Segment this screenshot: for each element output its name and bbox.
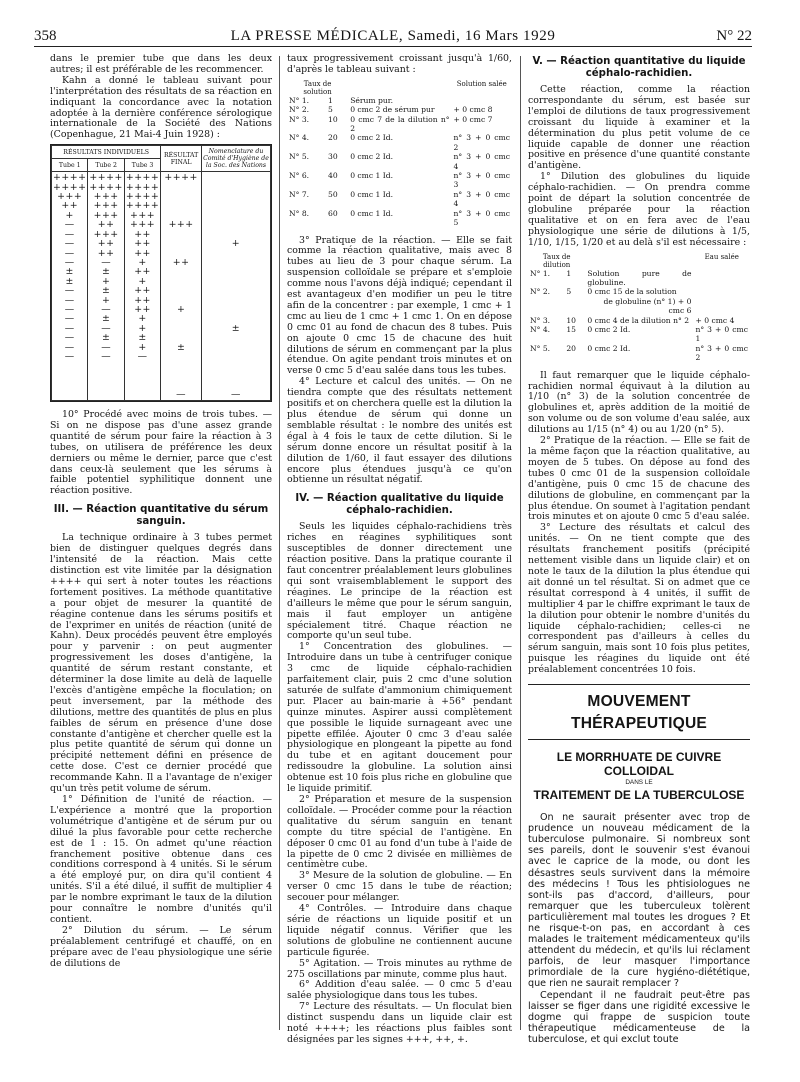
- section-heading: III. — Réaction quantitative du sérum sanguin.: [53, 504, 269, 528]
- cell: 0 cmc 7 de la dilution n° 2: [350, 114, 450, 134]
- section-title: MOUVEMENT THÉRAPEUTIQUE: [570, 693, 708, 733]
- cell: 50: [327, 189, 338, 199]
- column-divider: [520, 56, 521, 1030]
- cell: N° 5.: [289, 152, 310, 162]
- cell: N° 6.: [289, 171, 310, 181]
- table-row: [528, 269, 750, 288]
- tube-3-results: ++++ ++++ ++++ ++++ +++ +++ ++ ++ ++ + ++ + ++ ++ ++ + + ± + —: [124, 172, 160, 401]
- section-heading: IV. — Réaction qualitative du liquide céphalo-rachidien.: [295, 493, 504, 517]
- cell: N° 8.: [289, 208, 310, 218]
- kahn-results-table: [50, 144, 272, 402]
- cell: N° 3.: [530, 315, 551, 325]
- cell: 0 cmc 2 Id.: [587, 343, 631, 353]
- cell: + 0 cmc 8: [453, 105, 493, 115]
- cell: 20: [566, 343, 576, 353]
- th-individual: RÉSULTATS INDIVIDUELS: [52, 146, 161, 159]
- cell: 0 cmc 15 de la solution: [587, 287, 677, 297]
- cell: [693, 269, 750, 288]
- paragraph: 2° Dilution du sérum. — Le sérum préalablement centrifugé et chauffé, on en prépare avec de l'eau physiologique une série de dilutions de: [50, 924, 272, 969]
- article-title-line-1: LE MORRHUATE DE CUIVRE COLLOIDAL: [556, 750, 722, 779]
- th-tube-3: Tube 3: [124, 159, 160, 172]
- table-row: [528, 297, 750, 316]
- paragraph: 3° Mesure de la solution de globuline. — En verser 0 cmc 15 dans le tube de réaction; secouer pour mélanger.: [287, 870, 512, 904]
- column-3: [528, 54, 750, 1045]
- section-rule: [528, 739, 750, 740]
- th-tube-1: Tube 1: [52, 159, 88, 172]
- table-row: [528, 325, 750, 344]
- tube-1-results: ++++ ++++ +++ ++ + — — — — — ± ± — — — — — — — —: [52, 172, 88, 401]
- cell: 5: [327, 105, 333, 115]
- cell: [528, 297, 564, 316]
- section-rule: [528, 684, 750, 685]
- cell: n° 3 + 0 cmc 4: [453, 152, 510, 171]
- cell: N° 2.: [289, 105, 310, 115]
- cell: n° 3 + 0 cmc 4: [453, 189, 510, 209]
- article-title-line-3: TRAITEMENT DE LA TUBERCULOSE: [533, 788, 745, 803]
- issue-number: N° 22: [716, 28, 752, 44]
- paragraph: Cette réaction, comme la réaction correspondante du sérum, est basée sur l'emploi de dilutions de taux progressivement croissant du liquide à examiner et la détermination du plus petit volume de ce liquide capable de donner une réaction positive en présence d'une quantité constante d'antigène.: [528, 84, 750, 172]
- final-results: ++++ +++ ++ + ± —: [161, 172, 202, 401]
- paragraph: dans le premier tube que dans les deux autres; il est préférable de les recommencer.: [50, 53, 272, 75]
- column-2: [287, 54, 512, 1046]
- paragraph: 1° Définition de l'unité de réaction. — L'expérience a montré que la proportion volumétrique d'antigène et de sérum pur ou dilué la plus favorable pour cette recherche est de 1 : 15. On admet qu'une réaction franchement positive obtenue dans ces conditions correspond à 4 unités. Si le sérum a été employé pur, on dira qu'il contient 4 unités. S'il a été dilué, il suffit de multiplier 4 par le nombre exprimant le taux de la dilution pour connaître le nombre d'unités qu'il contient.: [50, 794, 272, 925]
- article-body: [528, 812, 750, 1045]
- cell: + 0 cmc 7: [453, 114, 493, 124]
- paragraph: 10° Procédé avec moins de trois tubes. — Si on ne dispose pas d'une assez grande quantité de sérum pour faire la réaction à 3 tubes, on utilisera de préférence les deux derniers ou même le dernier, parce que c'est dans ceux-là seulement que les sérums à faible potentiel syphilitique donnent une réaction positive.: [50, 409, 272, 497]
- column-1: [50, 54, 272, 970]
- paragraph: 1° Concentration des globulines. — Introduire dans un tube à centrifuger conique 3 cmc de liquide céphalo-rachidien parfaitement clair, puis 2 cmc d'une solution saturée de sulfate d'ammonium chimiquement pur. Placer au bain-marie à +56° pendant quinze minutes. Aspirer aussi complètement que possible le liquide surnageant avec une pipette effilée. Ajouter 0 cmc 3 d'eau salée physiologique en plongeant la pipette au fond du tube et en agitant doucement pour redissoudre la globuline. La solution ainsi obtenue est 10 fois plus riche en globuline que le liquide primitif.: [287, 641, 512, 795]
- table-row: [528, 287, 750, 296]
- table-row: [287, 96, 512, 105]
- th-taux: Taux de dilution: [542, 252, 571, 269]
- cell: + 0 cmc 4: [695, 315, 735, 325]
- cell: de globuline (n° 1) + 0 cmc 6: [603, 296, 692, 316]
- cell: N° 4.: [530, 325, 551, 335]
- paragraph: 5° Agitation. — Trois minutes au rythme de 275 oscillations par minute, comme plus haut.: [287, 957, 512, 980]
- table-row: [287, 209, 512, 228]
- cell: 0 cmc 1 Id.: [350, 189, 394, 199]
- cell: n° 3 + 0 cmc 5: [453, 208, 510, 228]
- table-row: [287, 190, 512, 209]
- tube-2-results: ++++ ++++ +++ +++ +++ ++ +++ ++ ++ — ± + ± + — ± — ± — —: [88, 172, 124, 401]
- cell: 5: [566, 287, 572, 297]
- paragraph: Seuls les liquides céphalo-rachidiens très riches en réagines syphilitiques sont susceptibles de donner directement une réaction positive. Dans la pratique courante il faut concentrer préalablement leurs globulines qui sont vraisemblablement le support des réagines. Le principe de la réaction est d'ailleurs le même que pour le sérum sanguin, mais il faut employer un antigène spécialement titré. Chaque réaction ne comporte qu'un seul tube.: [287, 521, 512, 642]
- paragraph: 3° Lecture des résultats et calcul des unités. — On ne tient compte que des résultats franchement positifs (précipité nettement visible dans un liquide clair) et on note le taux de la dilution la plus étendue qui ait donné un tel résultat. Si on admet que ce résultat correspond à 4 unités, il suffit de multiplier 4 par le chiffre exprimant le taux de la dilution pour obtenir le nombre d'unités du liquide céphalo-rachidien; celles-ci ne correspondent pas d'ailleurs à celles du sérum sanguin, mais sont 10 fois plus petites, puisque les réagines du liquide ont été préalablement concentrées 10 fois.: [528, 522, 750, 676]
- cell: 0 cmc 2 de sérum pur: [350, 105, 435, 115]
- table-row: [287, 115, 512, 134]
- cell: [452, 96, 512, 105]
- cell: Solution pure de globuline.: [587, 268, 692, 287]
- article-title-line-2: DANS LE: [625, 779, 653, 787]
- globulin-dilution-table: [528, 253, 750, 363]
- cell: 20: [327, 133, 338, 143]
- page-header: [34, 26, 752, 47]
- cell: [564, 297, 585, 316]
- cell: N° 3.: [289, 114, 310, 124]
- paragraph: Kahn a donné le tableau suivant pour l'interprétation des résultats de sa réaction en indiquant la concordance avec la notation adoptée à la dernière conférence sérologique internationale de la Société des Nations (Copenhague, 21 Mai-4 Juin 1928) :: [50, 74, 272, 141]
- paragraph: 4° Lecture et calcul des unités. — On ne tiendra compte que des résultats nettement positifs et on cherchera quelle est la dilution la plus étendue de sérum qui donne un semblable résultat : le nombre des unités est égal à 4 fois le taux de cette dilution. Si le sérum donne encore un résultat positif à la dilution de 1/60, il faut essayer des dilutions encore plus étendues jusqu'à ce qu'on obtienne un résultat négatif.: [287, 376, 512, 486]
- section-heading: V. — Réaction quantitative du liquide céphalo-rachidien.: [532, 56, 746, 79]
- paragraph: 2° Préparation et mesure de la suspension colloïdale. — Procéder comme pour la réaction qualitative du sérum sanguin en tenant compte du titre spécial de l'antigène. En déposer 0 cmc 01 au fond d'un tube à l'aide de la pipette de 0 cmc 2 divisée en millièmes de centimètre cube.: [287, 794, 512, 871]
- th-solution: Solution salée: [456, 79, 507, 88]
- th-taux: Taux de solution: [303, 79, 332, 96]
- cell: 1: [327, 95, 333, 105]
- cell: N° 5.: [530, 343, 551, 353]
- cell: N° 4.: [289, 133, 310, 143]
- paragraph: 6° Addition d'eau salée. — 0 cmc 5 d'eau salée physiologique dans tous les tubes.: [287, 979, 512, 1002]
- paragraph: Il faut remarquer que le liquide céphalo-rachidien normal équivaut à la dilution au 1/10 (n° 3) de la solution concentrée de globulines et, après addition de la moitié de son volume ou de son volume d'eau salée, aux dilutions au 1/15 (n° 4) ou au 1/20 (n° 5).: [528, 369, 750, 436]
- serum-dilution-table: [287, 80, 512, 228]
- column-divider: [279, 56, 280, 1030]
- cell: 0 cmc 2 Id.: [350, 152, 394, 162]
- table-row: [528, 344, 750, 363]
- cell: 0 cmc 1 Id.: [350, 208, 394, 218]
- cell: 30: [327, 152, 338, 162]
- th-eau: Eau salée: [704, 252, 739, 261]
- paragraph: 2° Pratique de la réaction. — Elle se fait de la même façon que la réaction qualitative, au moyen de 5 tubes. On dépose au fond des tubes 0 cmc 01 de la suspension colloïdale d'antigène, puis 0 cmc 15 de chacune des dilutions de globuline, en commençant par la plus étendue. On soumet à l'agitation pendant trois minutes et on ajoute 0 cmc 5 d'eau salée.: [528, 435, 750, 523]
- cell: n° 3 + 0 cmc 2: [695, 343, 748, 363]
- table-row: [528, 316, 750, 325]
- cell: [693, 287, 750, 296]
- cell: 15: [566, 325, 576, 335]
- th-final: RÉSULTAT FINAL: [161, 146, 202, 172]
- cell: Sérum pur.: [350, 95, 393, 105]
- paragraph: On ne saurait présenter avec trop de prudence un nouveau médicament de la tuberculose pulmonaire. Si nombreux sont ses pareils, dont le souvenir s'est évanoui avec le caprice de la mode, ou dont les désastres seuls survivent dans la mémoire des médecins ! Tous les phtisiologues ne sont-ils pas d'accord, d'ailleurs, pour remarquer que les tuberculeux tolèrent particulièrement mal toutes les drogues ? Et ne risque-t-on pas, en accordant à ces malades le traitement médicamenteux qu'ils attendent du médecin, et qu'ils lui réclament parfois, de leur masquer l'importance primordiale de la cure hygiéno-diététique, que rien ne saurait remplacer ?: [528, 812, 750, 990]
- paragraph: taux progressivement croissant jusqu'à 1/60, d'après le tableau suivant :: [287, 53, 512, 75]
- paragraph: 1° Dilution des globulines du liquide céphalo-rachidien. — On prendra comme point de départ la solution concentrée de globuline préparée pour la réaction qualitative et on en fera avec de l'eau physiologique une série de dilutions à 1/5, 1/10, 1/15, 1/20 et au delà s'il est nécessaire :: [528, 171, 750, 248]
- cell: 0 cmc 1 Id.: [350, 171, 394, 181]
- cell: N° 1.: [289, 95, 310, 105]
- cell: 0 cmc 2 Id.: [350, 133, 394, 143]
- cell: 10: [566, 315, 576, 325]
- cell: n° 3 + 0 cmc 2: [453, 133, 510, 152]
- cell: N° 2.: [530, 287, 551, 297]
- cell: 0 cmc 2 Id.: [587, 325, 631, 335]
- table-row: [287, 133, 512, 152]
- paragraph: 4° Contrôles. — Introduire dans chaque série de réactions un liquide positif et un liquide négatif connus. Vérifier que les solutions de globuline ne contiennent aucune particule figurée.: [287, 903, 512, 958]
- league-nomenclature: + ± —: [201, 172, 270, 401]
- paragraph: 7° Lecture des résultats. — Un floculat bien distinct suspendu dans un liquide clair est noté ++++; les réactions plus faibles sont désignées par les signes +++, ++, +.: [287, 1001, 512, 1045]
- cell: N° 1.: [530, 268, 551, 278]
- cell: n° 3 + 0 cmc 3: [453, 171, 510, 190]
- th-tube-2: Tube 2: [88, 159, 124, 172]
- cell: 0 cmc 4 de la dilution n° 2: [587, 315, 690, 325]
- paragraph: Cependant il ne faudrait peut-être pas laisser se figer dans une rigidité excessive le dogme qui frappe de suspicion toute thérapeutique médicamenteuse de la tuberculose, et qui exclut toute: [528, 989, 750, 1045]
- journal-title: LA PRESSE MÉDICALE, Samedi, 16 Mars 1929: [230, 28, 556, 44]
- cell: 40: [327, 171, 338, 181]
- cell: 1: [566, 268, 572, 278]
- paragraph: La technique ordinaire à 3 tubes permet bien de distinguer quelques degrés dans l'intensité de la réaction. Mais cette distinction est vite limitée par la désignation ++++ qui sert à noter toutes les réactions fortement positives. La méthode quantitative a pour objet de mesurer la quantité de réagine contenue dans les sérums positifs et de l'exprimer en unités de réaction (unité de Kahn). Deux procédés peuvent être employés pour y parvenir : on peut augmenter progressivement les doses d'antigène, la quantité de sérum restant constante, et déterminer la dose limite au delà de laquelle l'excès d'antigène empêche la floculation; on peut inversement, par la méthode des dilutions, mettre des quantités de plus en plus faibles de sérum en présence d'une dose constante d'antigène et chercher quelle est la plus petite quantité de sérum qui donne un précipité nettement défini en présence de cette dose. C'est ce dernier procédé que recommande Kahn. Il a l'avantage de n'exiger qu'un très petit volume de sérum.: [50, 532, 272, 795]
- table-row: [287, 152, 512, 171]
- cell: [693, 297, 750, 316]
- table-row: [287, 105, 512, 114]
- table-row: [287, 171, 512, 190]
- paragraph: 3° Pratique de la réaction. — Elle se fait comme la réaction qualitative, mais avec 8 tubes au lieu de 3 pour chaque sérum. La suspension colloïdale se prépare et s'emploie comme nous l'avons déjà indiqué; cependant il est avantageux d'en modifier un peu le titre afin de la concentrer : par exemple, 1 cmc + 1 cmc au lieu de 1 cmc + 1 cmc 1. On en dépose 0 cmc 01 au fond de chacun des 8 tubes. Puis on ajoute 0 cmc 15 de chacune des huit dilutions de sérum en commençant par la plus étendue. On agite pendant trois minutes et on verse 0 cmc 5 d'eau salée dans tous les tubes.: [287, 234, 512, 377]
- cell: 10: [327, 114, 338, 124]
- th-nomenclature: Nomenclature du Comité d'Hygiène de la Soc. des Nations: [201, 146, 270, 172]
- cell: 60: [327, 208, 338, 218]
- page-number: 358: [34, 28, 57, 44]
- cell: n° 3 + 0 cmc 1: [695, 325, 748, 344]
- cell: N° 7.: [289, 189, 310, 199]
